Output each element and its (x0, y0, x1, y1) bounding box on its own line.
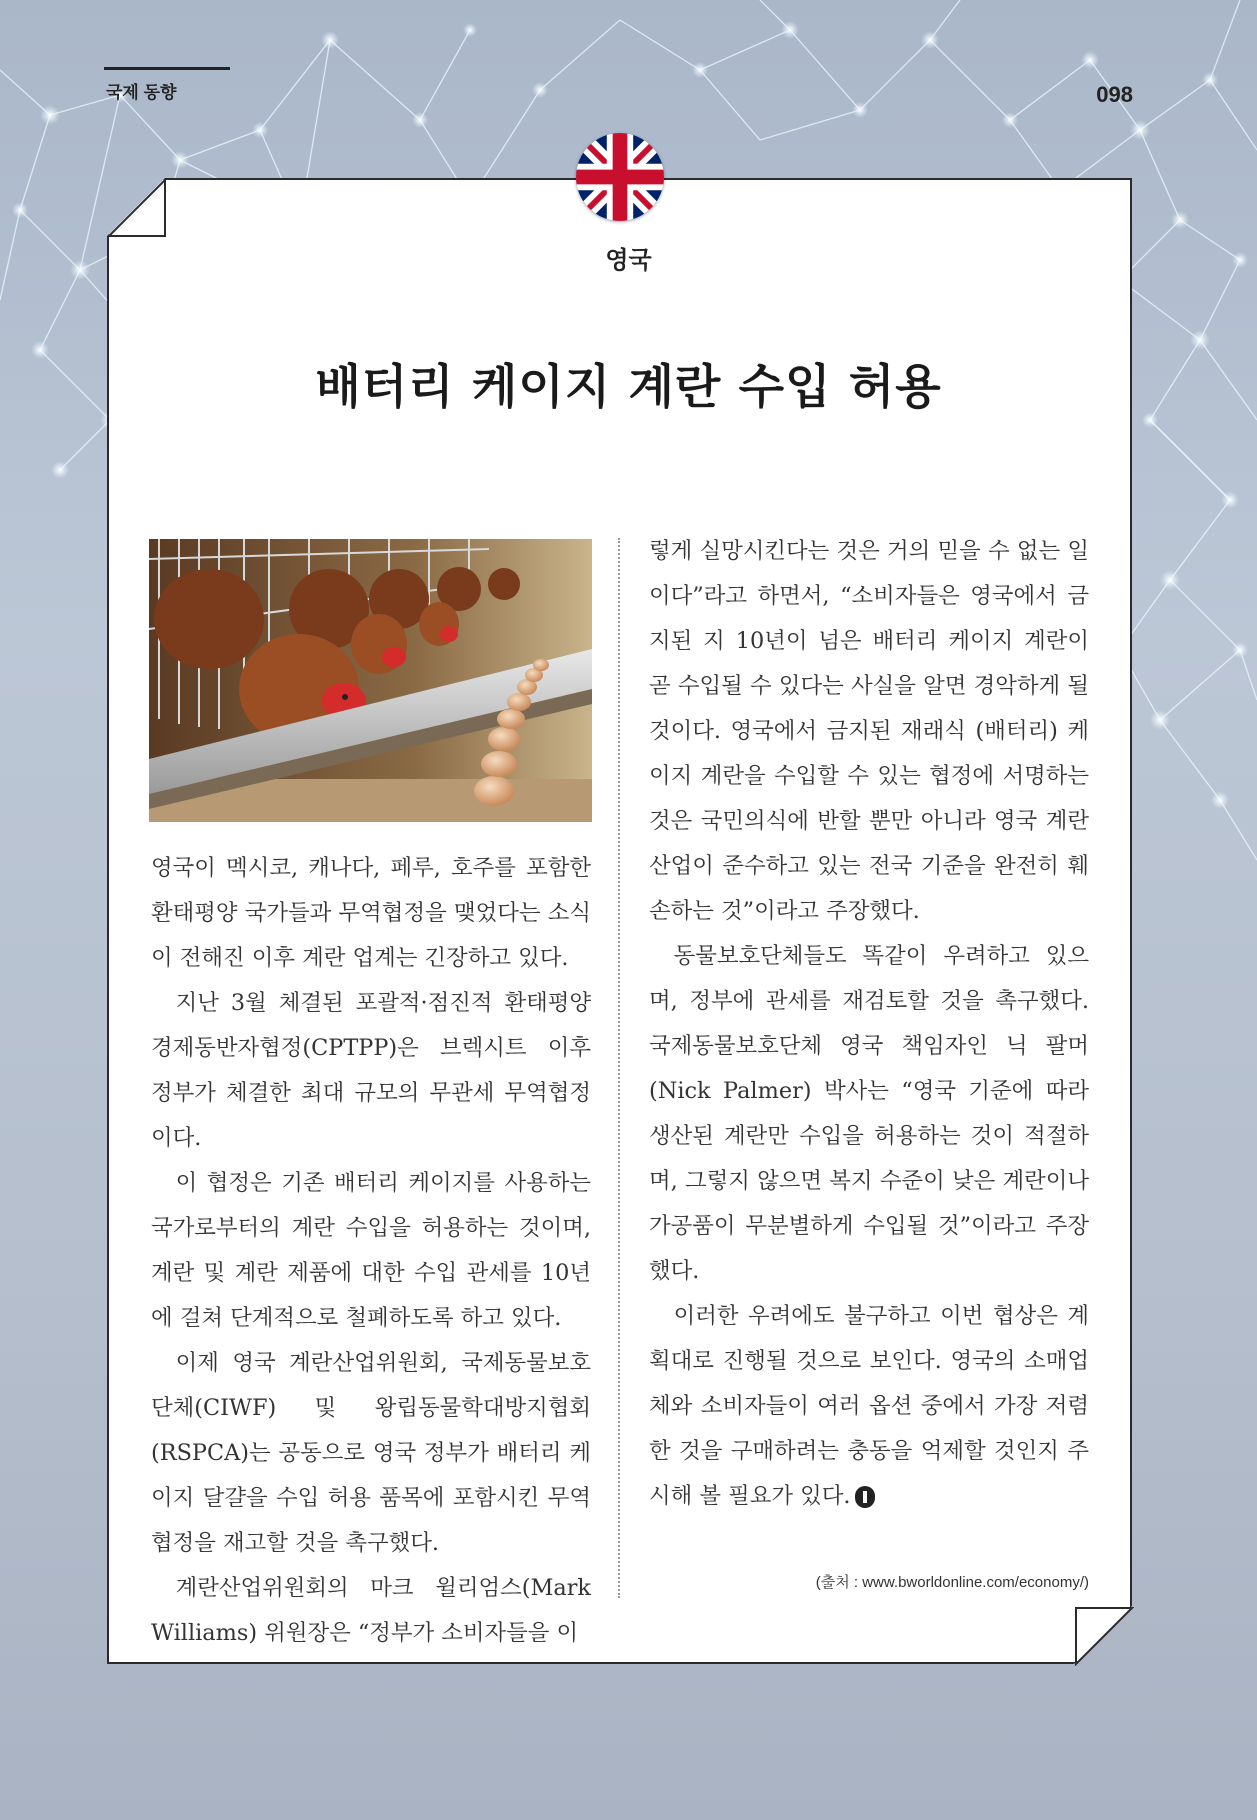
paragraph: 렇게 실망시킨다는 것은 거의 믿을 수 없는 일이다”라고 하면서, “소비자들은 영국에서 금지된 지 10년이 넘은 배터리 케이지 계란이 곧 수입될 수 있다는 사실을 알면 경악하게 될 것이다. 영국에서 금지된 재래식 (배터리) 케이지 계란을 수입할 수 있는 협정에 서명하는 것은 국민의식에 반할 뿐만 아니라 영국 계란 산업이 준수하고 있는 전국 기준을 완전히 훼손하는 것”이라고 주장했다. (649, 538, 1089, 924)
paragraph: 영국이 멕시코, 캐나다, 페루, 호주를 포함한 환태평양 국가들과 무역협정을 맺었다는 소식이 전해진 이후 계란 업계는 긴장하고 있다. (151, 855, 591, 971)
country-label: 영국 (605, 247, 652, 274)
column-divider (618, 538, 620, 1598)
article-column-right (649, 529, 1089, 1519)
paragraph: 이제 영국 계란산업위원회, 국제동물보호단체(CIWF) 및 왕립동물학대방지협회(RSPCA)는 공동으로 영국 정부가 배터리 케이지 달걀을 수입 허용 품목에 포함시킨 무역협정을 재고할 것을 촉구했다. (151, 1350, 591, 1556)
section-label: 국제 동향 (106, 83, 177, 102)
article-title: 배터리 케이지 계란 수입 허용 (315, 360, 942, 415)
page-number: 098 (1096, 82, 1133, 107)
paragraph-text: 이러한 우려에도 불구하고 이번 협상은 계획대로 진행될 것으로 보인다. 영국의 소매업체와 소비자들이 여러 옵션 중에서 가장 저렴한 것을 구매하려는 충동을 억제할 것인지 주시해 볼 필요가 있다. (649, 1303, 1089, 1509)
section-rule (104, 67, 230, 70)
folded-corner-bottom-right (1074, 1606, 1134, 1666)
article-end-icon (855, 1486, 875, 1508)
hen-in-battery-cage-photo (149, 539, 592, 822)
folded-corner-top-left (107, 178, 167, 238)
article-column-left (151, 846, 591, 1656)
paragraph-last (649, 1294, 1089, 1519)
paragraph: 계란산업위원회의 마크 윌리엄스(Mark Williams) 위원장은 “정부가 소비자들을 이 (151, 1575, 591, 1646)
uk-flag-icon (576, 133, 664, 221)
paragraph: 지난 3월 체결된 포괄적·점진적 환태평양경제동반자협정(CPTPP)은 브렉시트 이후 정부가 체결한 최대 규모의 무관세 무역협정이다. (151, 990, 591, 1151)
paragraph: 이 협정은 기존 배터리 케이지를 사용하는 국가로부터의 계란 수입을 허용하는 것이며, 계란 및 계란 제품에 대한 수입 관세를 10년에 걸쳐 단계적으로 철폐하도록 하고 있다. (151, 1170, 591, 1331)
source-citation: (출처 : www.bworldonline.com/economy/) (815, 1574, 1089, 1591)
paragraph: 동물보호단체들도 똑같이 우려하고 있으며, 정부에 관세를 재검토할 것을 촉구했다. 국제동물보호단체 영국 책임자인 닉 팔머(Nick Palmer) 박사는 “영국 기준에 따라 생산된 계란만 수입을 허용하는 것이 적절하며, 그렇지 않으면 복지 수준이 낮은 계란이나 가공품이 무분별하게 수입될 것”이라고 주장했다. (649, 943, 1089, 1284)
